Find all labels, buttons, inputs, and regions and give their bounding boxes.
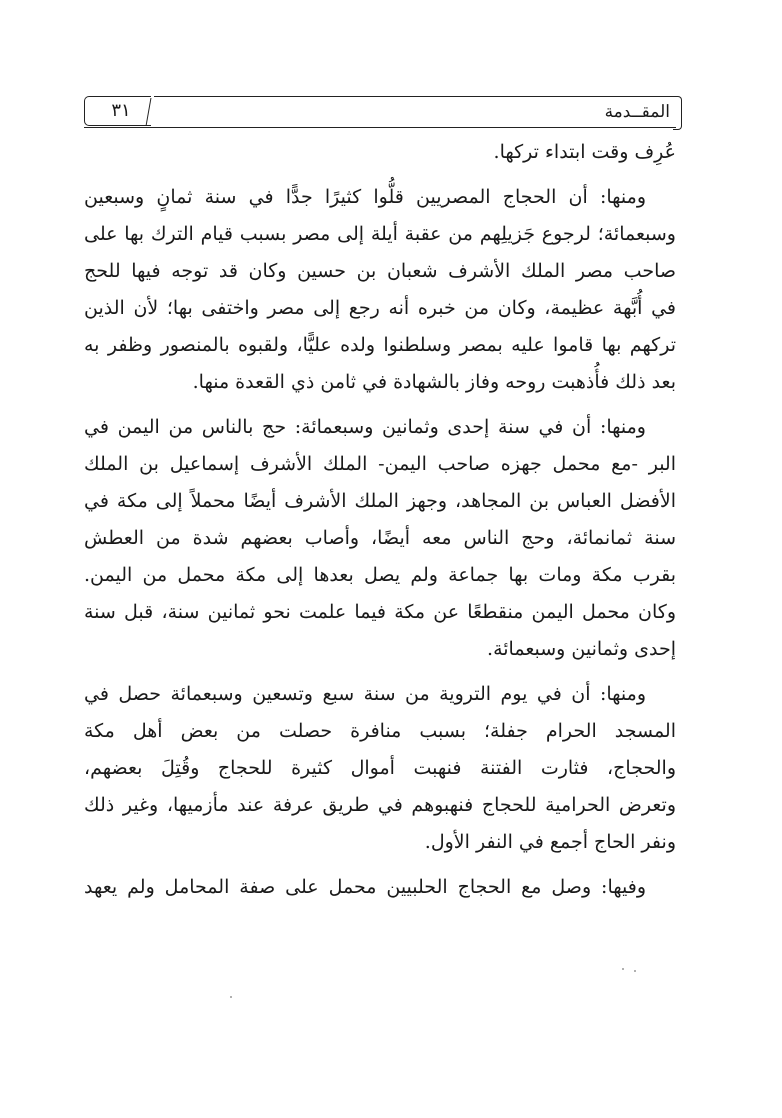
body-text: [84, 134, 676, 906]
chapter-title: المقــدمة: [604, 102, 670, 122]
text-line: بقرب مكة ومات بها جماعة ولم يصل بعدها إلى مكة محمل من اليمن.: [84, 564, 676, 586]
paragraph: [84, 676, 676, 861]
paragraph-gap: [84, 861, 676, 869]
paragraph: [84, 869, 676, 906]
scan-speck: [634, 970, 636, 972]
text-line: بعد ذلك فأُذهبت روحه وفاز بالشهادة في ثامن ذي القعدة منها.: [192, 371, 676, 393]
text-line: الأفضل العباس بن المجاهد، وجهز الملك الأشرف أيضًا محملاً إلى مكة في: [84, 490, 676, 512]
paragraph-gap: [84, 668, 676, 676]
scan-speck: [230, 996, 232, 998]
paragraph: [84, 134, 676, 171]
text-line: ومنها: أن في يوم التروية من سنة سبع وتسعين وسبعمائة حصل في: [84, 683, 646, 705]
text-line: سنة ثمانمائة، وحج الناس معه أيضًا، وأصاب بعضهم شدة من العطش: [84, 527, 676, 549]
text-line: وفيها: وصل مع الحجاج الحلبيين محمل على صفة المحامل ولم يعهد: [84, 876, 646, 898]
text-line: ومنها: أن في سنة إحدى وثمانين وسبعمائة: حج بالناس من اليمن في: [84, 416, 646, 438]
text-line: إحدى وثمانين وسبعمائة.: [487, 638, 676, 660]
header-top-rule: [154, 96, 676, 97]
text-line: المسجد الحرام جفلة؛ بسبب منافرة حصلت من بعض أهل مكة: [84, 720, 676, 742]
text-line: صاحب مصر الملك الأشرف شعبان بن حسين وكان قد توجه فيها للحج: [84, 260, 676, 282]
paragraph: [84, 179, 676, 401]
header-right-bracket: [673, 96, 682, 130]
text-line: ومنها: أن الحجاج المصريين قلُّوا كثيرًا جدًّا في سنة ثمانٍ وسبعين: [84, 186, 646, 208]
text-line: في أُبَّهة عظيمة، وكان من خبره أنه رجع إلى مصر واختفى بها؛ لأن الذين: [84, 297, 676, 319]
paragraph-gap: [84, 171, 676, 179]
scan-speck: [622, 968, 624, 970]
text-line: وسبعمائة؛ لرجوع جَزيلِهم من عقبة أيلة إلى مصر بسبب قيام الترك بها على: [84, 223, 676, 245]
text-line: ونفر الحاج أجمع في النفر الأول.: [424, 831, 676, 853]
text-line: تركهم بها قاموا عليه بمصر وسلطنوا ولده عليًّا، ولقبوه بالمنصور وظفر به: [84, 334, 676, 356]
text-line: وكان محمل اليمن منقطعًا عن مكة فيما علمت نحو ثمانين سنة، قبل سنة: [84, 601, 676, 623]
running-header: [84, 96, 676, 132]
header-bottom-rule: [84, 127, 676, 128]
page-number: ٣١: [111, 100, 131, 121]
text-line: عُرِف وقت ابتداء تركها.: [493, 141, 676, 163]
text-line: وتعرض الحرامية للحجاج فنهبوهم في طريق عرفة عند مأزميها، وغير ذلك: [84, 794, 676, 816]
text-line: والحجاج، فثارت الفتنة فنهبت أموال كثيرة للحجاج وقُتِلَ بعضهم،: [84, 757, 676, 779]
paragraph-gap: [84, 401, 676, 409]
paragraph: [84, 409, 676, 668]
text-line: البر -مع محمل جهزه صاحب اليمن- الملك الأشرف إسماعيل بن الملك: [84, 453, 676, 475]
